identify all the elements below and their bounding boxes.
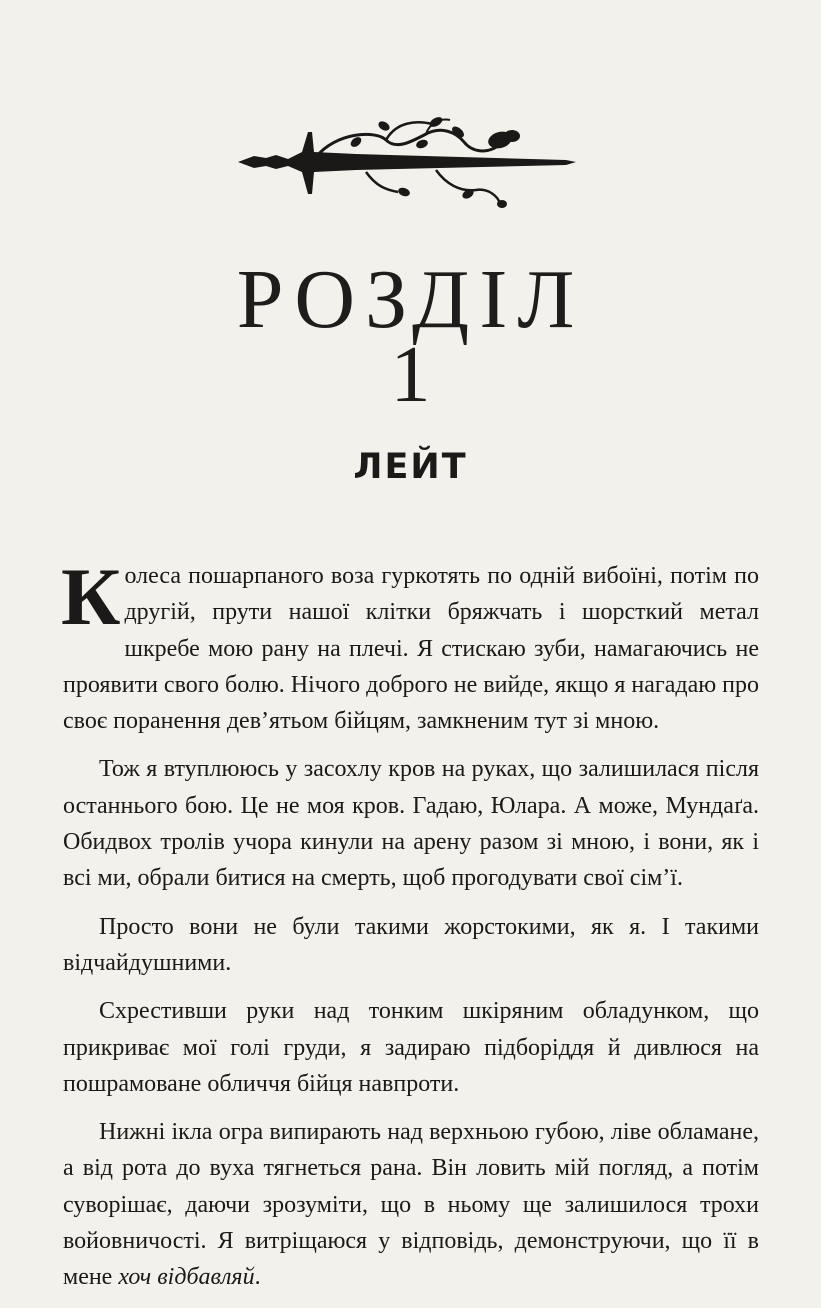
chapter-heading: РОЗДІЛ [236, 253, 585, 346]
paragraph: Просто вони не були такими жорстокими, як я. І такими відчайдушними. [63, 913, 759, 976]
paragraph [61, 551, 760, 739]
emphasized-text: хоч відбавляй [118, 1264, 255, 1291]
paragraph: Тож я втуплююсь у засохлу кров на руках, що залишилася після останнього бою. Це не моя кров. Гадаю, Юлара. А може, Мундаґа. Обидвох тролів учора кинули на арену разом зі мною, і вони, як і всі ми, обрали битися на смерть, щоб прогодувати свої сім’ї. [63, 756, 759, 892]
drop-cap: К [61, 551, 121, 642]
paragraph-tail: . [254, 1264, 261, 1291]
paragraph-text: олеса пошарпаного воза гуркотять по одній вибоїні, потім по другій, прути нашої клітки бряжчать і шорсткий метал шкребе мою рану на плечі. Я стискаю зуби, намагаючись не проявити свого болю. Нічого доброго не вийде, якщо я нагадаю про своє поранення дев’ятьом бійцям, замкненим тут зі мною. [63, 563, 760, 735]
paragraph [63, 1114, 759, 1295]
chapter-body [61, 551, 760, 1308]
dagger-with-vines-icon [236, 112, 578, 212]
paragraph-text: Нижні ікла огра випирають над верхньою губою, ліве обламане, а від рота до вуха тягнеться рана. Він ловить мій погляд, а потім суворішає, даючи зрозуміти, що в ньому ще залишилося трохи войовничості. Я витріщаюся у відповідь, демонструючи, що її в мене [63, 1119, 759, 1291]
chapter-title: ЛЕЙТ [353, 447, 468, 487]
paragraph: Схрестивши руки над тонким шкіряним обладунком, що прикриває мої голі груди, я задираю підборіддя й дивлюся на пошрамоване обличчя бійця навпроти. [63, 998, 759, 1097]
chapter-number: 1 [390, 331, 431, 419]
